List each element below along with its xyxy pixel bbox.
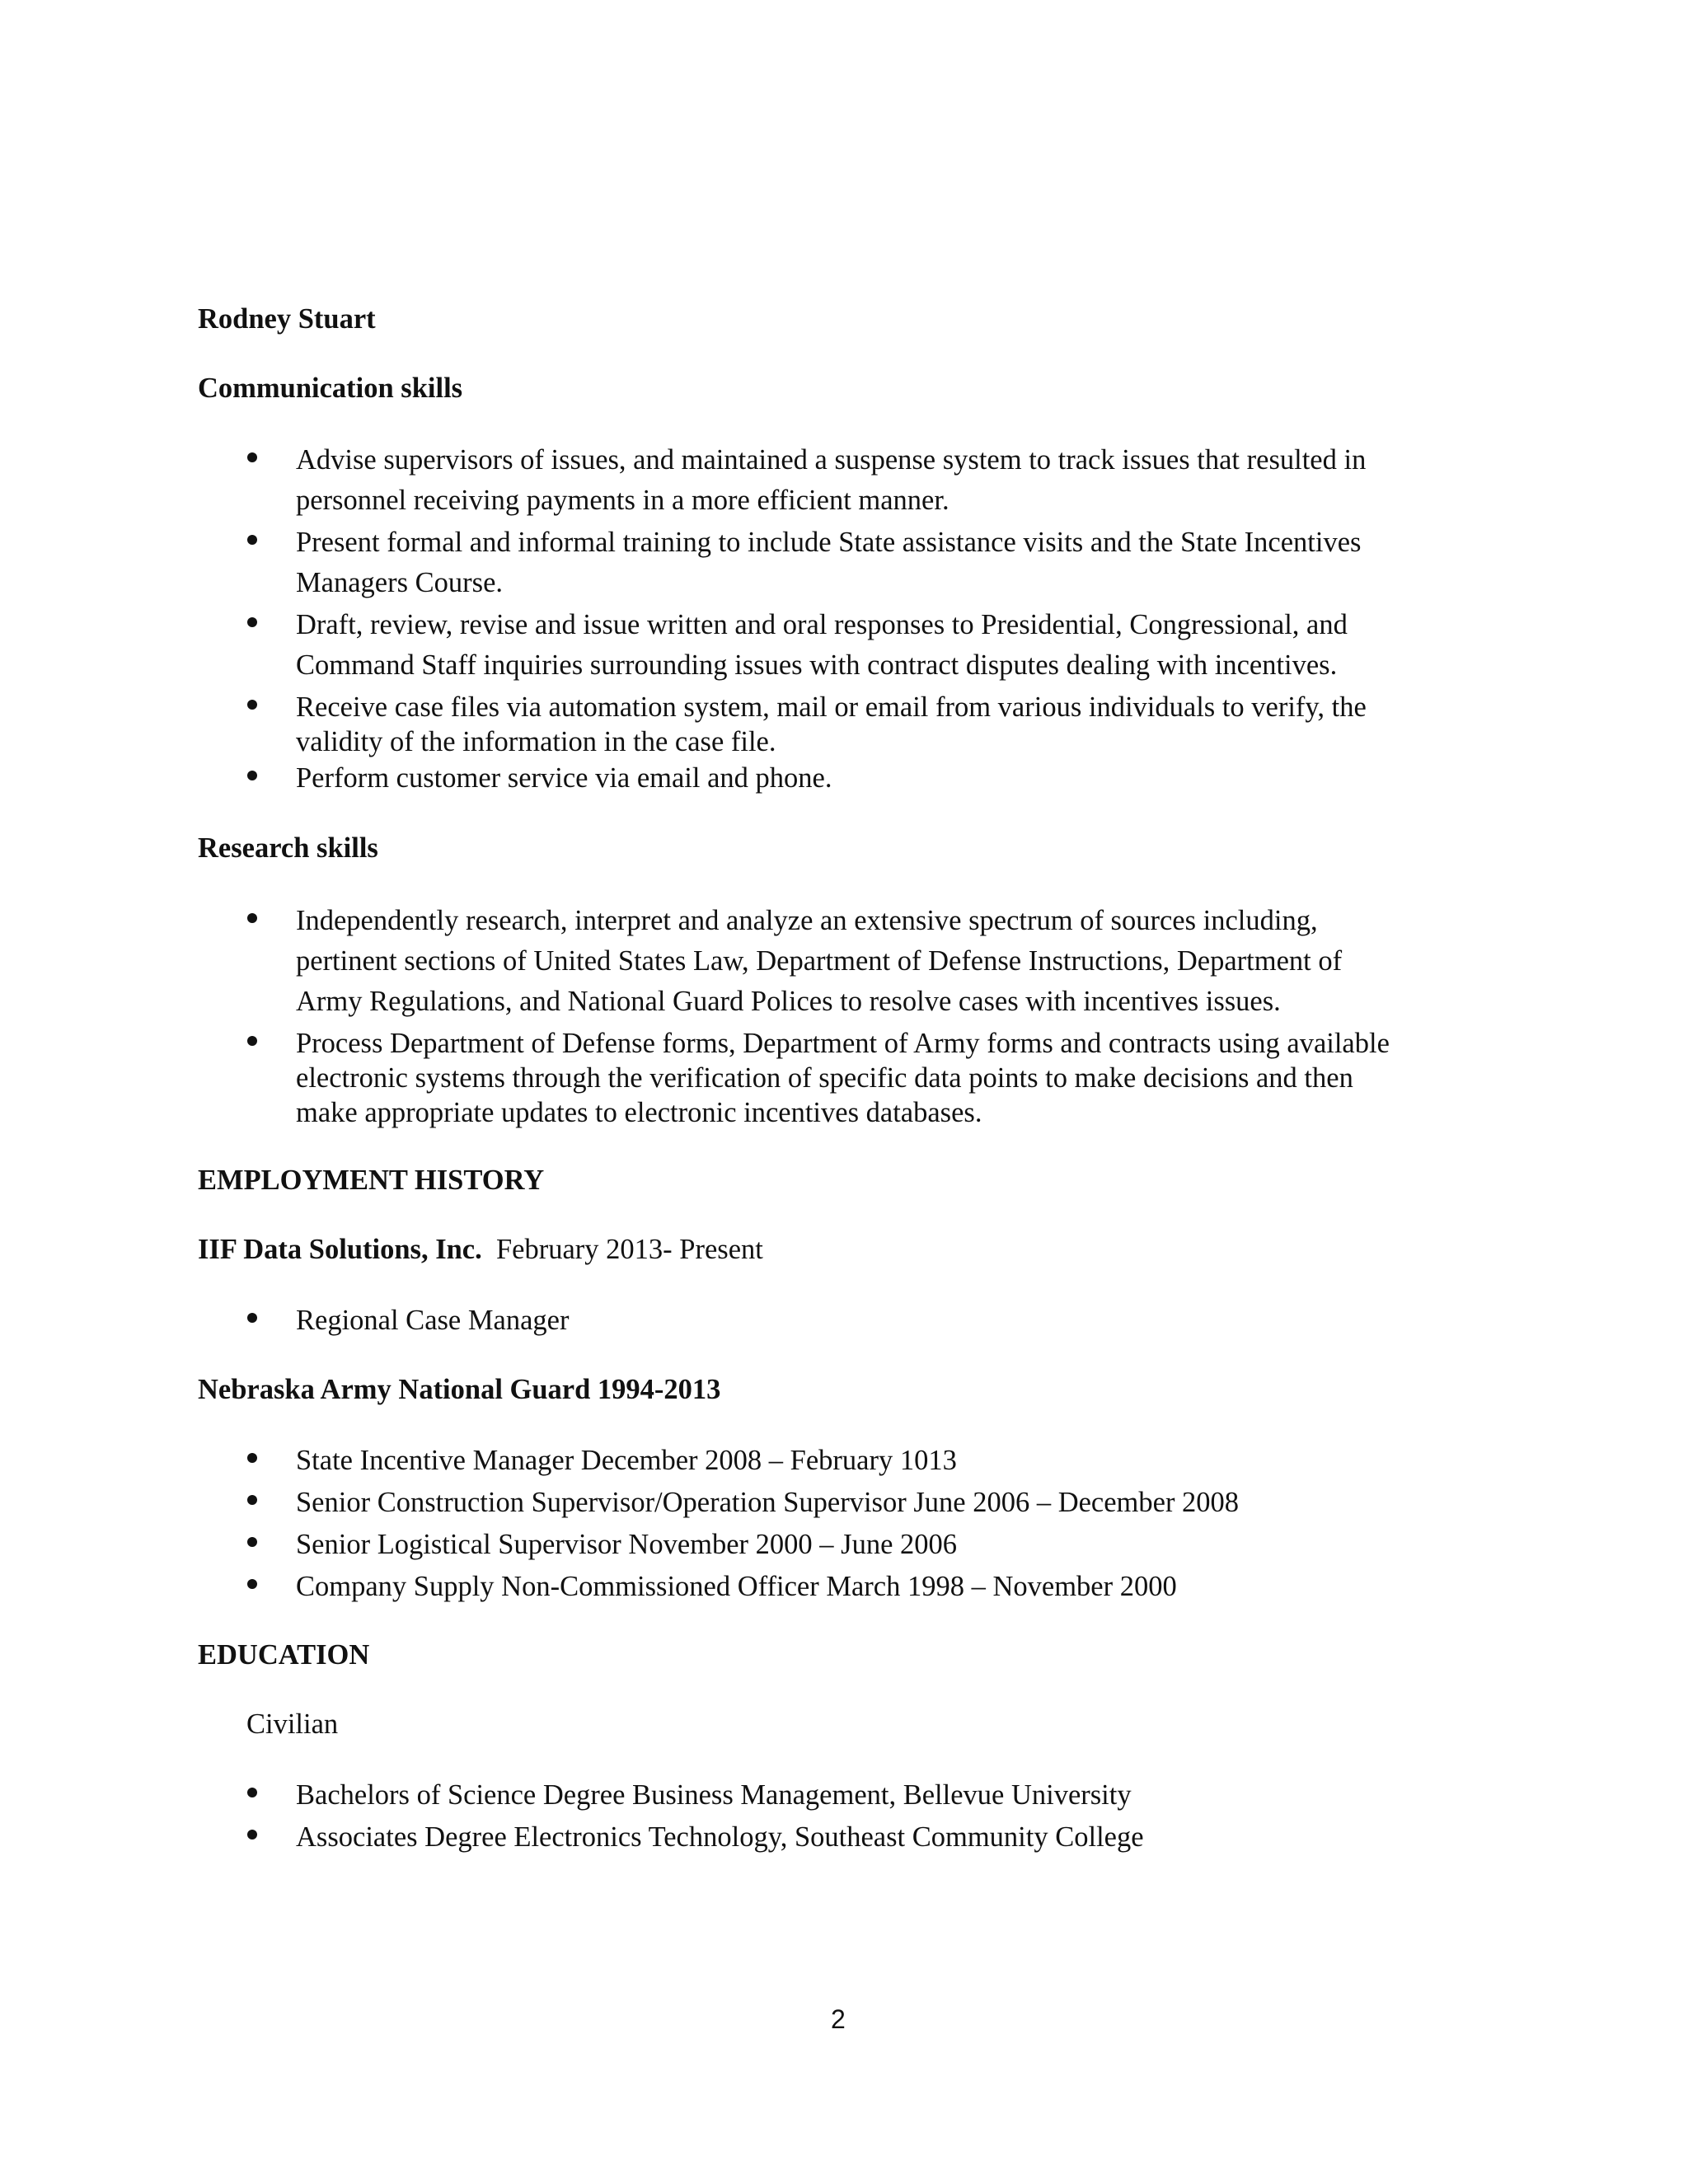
bullet-icon <box>247 1788 257 1797</box>
page-number: 2 <box>831 2004 846 2034</box>
list-item-line: Senior Logistical Supervisor November 2000 – June 2006 <box>296 1529 958 1560</box>
list-item-line: electronic systems through the verification of specific data points to make decisions and then <box>296 1062 1353 1094</box>
bullet-icon <box>247 1830 257 1840</box>
bullet-icon <box>247 1313 257 1323</box>
list-item-line: Present formal and informal training to include State assistance visits and the State Incentives <box>296 527 1362 558</box>
employment-heading: EMPLOYMENT HISTORY <box>198 1165 545 1196</box>
bullet-icon <box>247 1579 257 1589</box>
list-item-line: pertinent sections of United States Law, Department of Defense Instructions, Department of <box>296 945 1343 977</box>
list-item-line: Associates Degree Electronics Technology, Southeast Community College <box>296 1821 1144 1853</box>
list-item-line: Senior Construction Supervisor/Operation Supervisor June 2006 – December 2008 <box>296 1487 1240 1518</box>
employer-dates: February 2013- Present <box>496 1234 763 1265</box>
bullet-icon <box>247 1453 257 1463</box>
list-item-line: Process Department of Defense forms, Department of Army forms and contracts using available <box>296 1028 1390 1059</box>
list-item-line: State Incentive Manager December 2008 – February 1013 <box>296 1445 957 1476</box>
list-item-line: Receive case files via automation system, mail or email from various individuals to verify, the <box>296 691 1367 723</box>
list-item-line: Perform customer service via email and phone. <box>296 762 832 794</box>
list-item-line: Draft, review, revise and issue written and oral responses to Presidential, Congressional, and <box>296 609 1348 640</box>
list-item-line: Regional Case Manager <box>296 1305 570 1336</box>
research-heading: Research skills <box>198 832 378 864</box>
bullet-icon <box>247 617 257 627</box>
bullet-icon <box>247 1495 257 1505</box>
education-subheading: Civilian <box>246 1708 339 1740</box>
list-item-line: Managers Course. <box>296 567 504 598</box>
employer-iif <box>198 1235 763 1264</box>
list-item-line: personnel receiving payments in a more efficient manner. <box>296 485 950 516</box>
bullet-icon <box>247 913 257 923</box>
list-item-line: validity of the information in the case file. <box>296 726 776 757</box>
person-name: Rodney Stuart <box>198 303 376 335</box>
bullet-icon <box>247 452 257 462</box>
employer-name: IIF Data Solutions, Inc. <box>198 1234 482 1265</box>
bullet-icon <box>247 771 257 780</box>
list-item-line: Army Regulations, and National Guard Polices to resolve cases with incentives issues. <box>296 986 1281 1017</box>
bullet-icon <box>247 700 257 710</box>
bullet-icon <box>247 535 257 545</box>
education-heading: EDUCATION <box>198 1639 370 1671</box>
list-item-line: Company Supply Non-Commissioned Officer March 1998 – November 2000 <box>296 1571 1177 1602</box>
bullet-icon <box>247 1537 257 1547</box>
bullet-icon <box>247 1036 257 1046</box>
list-item-line: Bachelors of Science Degree Business Management, Bellevue University <box>296 1779 1132 1811</box>
list-item-line: Command Staff inquiries surrounding issues with contract disputes dealing with incentives. <box>296 649 1338 681</box>
list-item-line: Advise supervisors of issues, and maintained a suspense system to track issues that resulted in <box>296 444 1367 476</box>
list-item-line: make appropriate updates to electronic incentives databases. <box>296 1097 982 1128</box>
list-item-line: Independently research, interpret and analyze an extensive spectrum of sources including, <box>296 905 1318 936</box>
communication-heading: Communication skills <box>198 373 463 404</box>
guard-heading: Nebraska Army National Guard 1994-2013 <box>198 1374 721 1405</box>
